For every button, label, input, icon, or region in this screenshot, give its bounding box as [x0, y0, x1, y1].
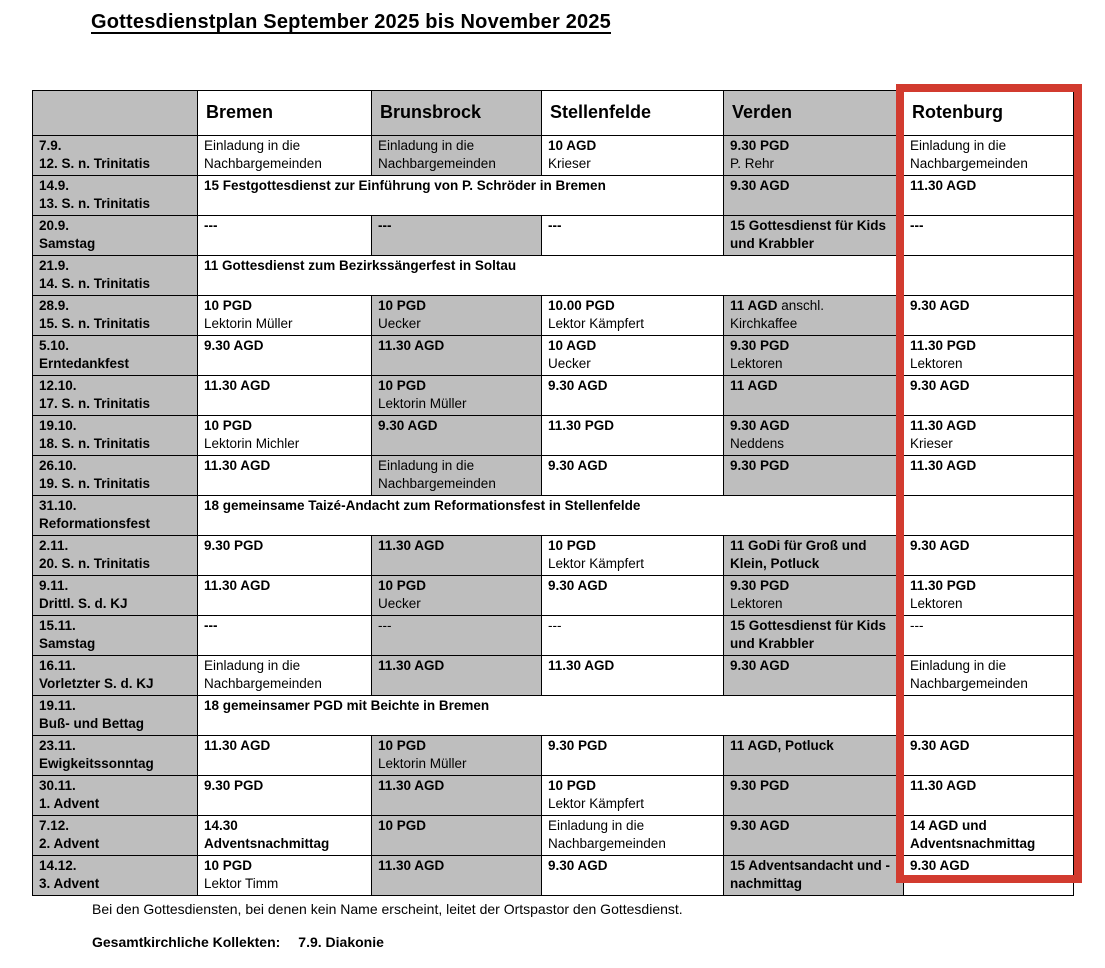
- date-cell: 19.10. 18. S. n. Trinitatis: [33, 416, 198, 456]
- cell-text: 9.30 AGD: [548, 578, 608, 593]
- schedule-cell-bremen: [198, 136, 372, 176]
- cell-text: ---: [204, 218, 218, 233]
- date-cell: 14.12. 3. Advent: [33, 856, 198, 896]
- table-row: [33, 416, 1074, 456]
- schedule-cell-rotenburg: [904, 136, 1074, 176]
- table-row: [33, 176, 1074, 216]
- schedule-cell-stellenfelde: [542, 776, 724, 816]
- schedule-cell-rotenburg: [904, 496, 1074, 536]
- schedule-cell-verden: [724, 736, 904, 776]
- schedule-cell-rotenburg: [904, 696, 1074, 736]
- cell-text: 9.30 AGD: [730, 818, 790, 833]
- schedule-cell-brunsbrock: [372, 616, 542, 656]
- column-header-verden: Verden: [724, 91, 904, 136]
- cell-text: Adventsnachmittag: [204, 835, 330, 851]
- date-cell: 19.11. Buß- und Bettag: [33, 696, 198, 736]
- schedule-cell-brunsbrock: [372, 736, 542, 776]
- cell-text: Uecker: [548, 355, 591, 371]
- schedule-cell-brunsbrock: [372, 536, 542, 576]
- date-cell: 21.9. 14. S. n. Trinitatis: [33, 256, 198, 296]
- cell-text: 11.30 AGD: [204, 738, 271, 753]
- cell-text: 10 PGD: [204, 298, 253, 313]
- schedule-cell-bremen: [198, 376, 372, 416]
- cell-text: Einladung in die Nachbargemeinden: [378, 138, 496, 171]
- cell-text: anschl.: [777, 298, 825, 313]
- schedule-cell-brunsbrock: [372, 656, 542, 696]
- schedule-cell-stellenfelde: [542, 136, 724, 176]
- schedule-cell-bremen: [198, 416, 372, 456]
- schedule-cell-verden: [724, 776, 904, 816]
- cell-text: 14 AGD und Adventsnachmittag: [910, 818, 1036, 851]
- span-cell: [198, 176, 724, 216]
- cell-text: 11.30 AGD: [378, 538, 445, 553]
- cell-text: ---: [378, 218, 392, 233]
- schedule-cell-verden: [724, 856, 904, 896]
- cell-text: 10 PGD: [378, 738, 427, 753]
- cell-text: Lektoren: [730, 595, 783, 611]
- table-row: [33, 816, 1074, 856]
- cell-text: 11 AGD, Potluck: [730, 738, 834, 753]
- cell-text: Lektoren: [730, 355, 783, 371]
- table-row: [33, 736, 1074, 776]
- cell-text: Lektorin Müller: [378, 755, 467, 771]
- footer-note: Bei den Gottesdiensten, bei denen kein Name erscheint, leitet der Ortspastor den Gottesdienst.: [92, 901, 683, 917]
- schedule-cell-rotenburg: [904, 376, 1074, 416]
- schedule-cell-brunsbrock: [372, 416, 542, 456]
- cell-text: 11.30 AGD: [378, 778, 445, 793]
- cell-text: 9.30 PGD: [730, 778, 790, 793]
- cell-text: 11.30 PGD: [910, 338, 977, 353]
- schedule-cell-verden: [724, 136, 904, 176]
- schedule-cell-verden: [724, 616, 904, 656]
- date-cell: 7.12. 2. Advent: [33, 816, 198, 856]
- cell-text: 11.30 AGD: [204, 458, 271, 473]
- cell-text: Krieser: [548, 155, 591, 171]
- cell-text: 9.30 AGD: [730, 658, 790, 673]
- cell-text: P. Rehr: [730, 155, 775, 171]
- schedule-cell-stellenfelde: [542, 296, 724, 336]
- cell-text: 10.00 PGD: [548, 298, 615, 313]
- cell-text: 10 PGD: [378, 378, 427, 393]
- cell-text: Uecker: [378, 595, 421, 611]
- cell-text: 9.30 AGD: [910, 858, 970, 873]
- schedule-cell-brunsbrock: [372, 456, 542, 496]
- table-row: [33, 696, 1074, 736]
- schedule-cell-brunsbrock: [372, 576, 542, 616]
- cell-text: Uecker: [378, 315, 421, 331]
- cell-text: 9.30 PGD: [730, 338, 790, 353]
- date-cell: 9.11. Drittl. S. d. KJ: [33, 576, 198, 616]
- table-row: [33, 616, 1074, 656]
- span-cell: [198, 696, 904, 736]
- schedule-cell-stellenfelde: [542, 576, 724, 616]
- cell-text: 10 PGD: [378, 578, 427, 593]
- schedule-cell-verden: [724, 576, 904, 616]
- schedule-cell-rotenburg: [904, 176, 1074, 216]
- cell-text: Lektor Kämpfert: [548, 555, 645, 571]
- date-cell: 5.10. Erntedankfest: [33, 336, 198, 376]
- schedule-cell-verden: [724, 216, 904, 256]
- cell-text: 11.30 AGD: [910, 778, 977, 793]
- schedule-cell-brunsbrock: [372, 816, 542, 856]
- cell-text: 10 PGD: [548, 778, 597, 793]
- schedule-table-header: [33, 91, 1074, 136]
- cell-text: 9.30 AGD: [548, 858, 608, 873]
- cell-text: Lektorin Müller: [378, 395, 467, 411]
- schedule-cell-stellenfelde: [542, 456, 724, 496]
- schedule-cell-verden: [724, 296, 904, 336]
- cell-text: 10 PGD: [378, 818, 427, 833]
- schedule-cell-rotenburg: [904, 336, 1074, 376]
- table-row: [33, 656, 1074, 696]
- cell-text: Lektoren: [910, 595, 963, 611]
- date-cell: 28.9. 15. S. n. Trinitatis: [33, 296, 198, 336]
- cell-text: ---: [910, 218, 924, 233]
- cell-text: 9.30 AGD: [730, 418, 790, 433]
- cell-text: 10 AGD: [548, 338, 597, 353]
- cell-text: 15 Gottesdienst für Kids und Krabbler: [730, 618, 887, 651]
- schedule-cell-bremen: [198, 576, 372, 616]
- cell-text: 9.30 PGD: [548, 738, 608, 753]
- collections-value: 7.9. Diakonie: [298, 934, 384, 950]
- cell-text: 15 Adventsandacht und -nachmittag: [730, 858, 891, 891]
- schedule-cell-bremen: [198, 616, 372, 656]
- cell-text: Lektor Kämpfert: [548, 795, 645, 811]
- schedule-cell-stellenfelde: [542, 216, 724, 256]
- cell-text: 11.30 PGD: [548, 418, 615, 433]
- schedule-cell-verden: [724, 656, 904, 696]
- column-header-rotenburg: Rotenburg: [904, 91, 1074, 136]
- cell-text: Kirchkaffee: [730, 315, 798, 331]
- schedule-cell-rotenburg: [904, 536, 1074, 576]
- schedule-table: [32, 90, 1074, 896]
- schedule-cell-stellenfelde: [542, 736, 724, 776]
- schedule-cell-brunsbrock: [372, 296, 542, 336]
- cell-text: 10 PGD: [548, 538, 597, 553]
- date-cell: 2.11. 20. S. n. Trinitatis: [33, 536, 198, 576]
- schedule-table-body: [33, 136, 1074, 896]
- cell-text: Einladung in die Nachbargemeinden: [204, 138, 322, 171]
- table-row: [33, 376, 1074, 416]
- schedule-cell-bremen: [198, 736, 372, 776]
- cell-text: Lektoren: [910, 355, 963, 371]
- schedule-cell-verden: [724, 536, 904, 576]
- cell-text: ---: [378, 618, 392, 633]
- schedule-cell-stellenfelde: [542, 336, 724, 376]
- table-row: [33, 456, 1074, 496]
- date-cell: 30.11. 1. Advent: [33, 776, 198, 816]
- schedule-cell-rotenburg: [904, 816, 1074, 856]
- cell-text: 11.30 AGD: [204, 378, 271, 393]
- schedule-cell-stellenfelde: [542, 416, 724, 456]
- schedule-cell-stellenfelde: [542, 856, 724, 896]
- schedule-cell-rotenburg: [904, 616, 1074, 656]
- date-column-header: [33, 91, 198, 136]
- schedule-cell-bremen: [198, 336, 372, 376]
- cell-text: Lektorin Michler: [204, 435, 300, 451]
- schedule-cell-rotenburg: [904, 256, 1074, 296]
- date-cell: 26.10. 19. S. n. Trinitatis: [33, 456, 198, 496]
- cell-text: 10 PGD: [204, 858, 253, 873]
- cell-text: 15 Gottesdienst für Kids und Krabbler: [730, 218, 887, 251]
- cell-text: 11.30 AGD: [378, 858, 445, 873]
- table-row: [33, 776, 1074, 816]
- cell-text: Einladung in die Nachbargemeinden: [378, 458, 496, 491]
- cell-text: Lektor Kämpfert: [548, 315, 645, 331]
- schedule-cell-rotenburg: [904, 296, 1074, 336]
- table-row: [33, 576, 1074, 616]
- schedule-cell-verden: [724, 336, 904, 376]
- cell-text: 15 Festgottesdienst zur Einführung von P. Schröder in Bremen: [204, 178, 606, 193]
- schedule-cell-rotenburg: [904, 416, 1074, 456]
- schedule-cell-rotenburg: [904, 856, 1074, 896]
- table-row: [33, 256, 1074, 296]
- column-header-bremen: Bremen: [198, 91, 372, 136]
- cell-text: ---: [204, 618, 218, 633]
- schedule-cell-rotenburg: [904, 656, 1074, 696]
- cell-text: 11.30 AGD: [378, 658, 445, 673]
- cell-text: 9.30 AGD: [910, 378, 970, 393]
- cell-text: 11 AGD: [730, 378, 778, 393]
- cell-text: Krieser: [910, 435, 953, 451]
- schedule-cell-bremen: [198, 536, 372, 576]
- cell-text: 18 gemeinsamer PGD mit Beichte in Bremen: [204, 698, 490, 713]
- schedule-cell-stellenfelde: [542, 376, 724, 416]
- schedule-cell-bremen: [198, 216, 372, 256]
- cell-text: 11.30 AGD: [910, 458, 977, 473]
- schedule-cell-bremen: [198, 816, 372, 856]
- schedule-cell-rotenburg: [904, 216, 1074, 256]
- schedule-cell-brunsbrock: [372, 216, 542, 256]
- span-cell: [198, 256, 904, 296]
- schedule-cell-brunsbrock: [372, 856, 542, 896]
- cell-text: 9.30 PGD: [204, 778, 264, 793]
- cell-text: 11.30 AGD: [378, 338, 445, 353]
- date-cell: 31.10. Reformationsfest: [33, 496, 198, 536]
- date-cell: 14.9. 13. S. n. Trinitatis: [33, 176, 198, 216]
- schedule-cell-brunsbrock: [372, 376, 542, 416]
- date-cell: 15.11. Samstag: [33, 616, 198, 656]
- cell-text: 11.30 AGD: [548, 658, 615, 673]
- cell-text: 9.30 PGD: [730, 138, 790, 153]
- collections-label: Gesamtkirchliche Kollekten:: [92, 934, 281, 950]
- cell-text: 9.30 AGD: [204, 338, 264, 353]
- schedule-cell-brunsbrock: [372, 776, 542, 816]
- schedule-cell-brunsbrock: [372, 336, 542, 376]
- table-row: [33, 216, 1074, 256]
- column-header-stellenfelde: Stellenfelde: [542, 91, 724, 136]
- table-row: [33, 536, 1074, 576]
- cell-text: 9.30 AGD: [910, 738, 970, 753]
- schedule-cell-rotenburg: [904, 456, 1074, 496]
- cell-text: 11.30 AGD: [910, 418, 977, 433]
- schedule-cell-bremen: [198, 296, 372, 336]
- table-row: [33, 856, 1074, 896]
- header-row: [33, 91, 1074, 136]
- cell-text: 18 gemeinsame Taizé-Andacht zum Reformationsfest in Stellenfelde: [204, 498, 641, 513]
- footer-collections: [92, 934, 384, 950]
- cell-text: Neddens: [730, 435, 785, 451]
- schedule-cell-verden: [724, 376, 904, 416]
- cell-text: 9.30 AGD: [548, 458, 608, 473]
- cell-text: 11 AGD: [730, 298, 778, 313]
- date-cell: 16.11. Vorletzter S. d. KJ: [33, 656, 198, 696]
- cell-text: 10 PGD: [378, 298, 427, 313]
- cell-text: ---: [910, 618, 924, 633]
- date-cell: 20.9. Samstag: [33, 216, 198, 256]
- schedule-cell-bremen: [198, 856, 372, 896]
- cell-text: Einladung in die Nachbargemeinden: [204, 658, 322, 691]
- cell-text: 14.30: [204, 818, 238, 833]
- schedule-cell-rotenburg: [904, 576, 1074, 616]
- cell-text: 9.30 AGD: [730, 178, 790, 193]
- table-row: [33, 296, 1074, 336]
- cell-text: 11.30 AGD: [910, 178, 977, 193]
- cell-text: 9.30 AGD: [548, 378, 608, 393]
- cell-text: Einladung in die Nachbargemeinden: [910, 658, 1028, 691]
- cell-text: Lektorin Müller: [204, 315, 293, 331]
- schedule-cell-bremen: [198, 456, 372, 496]
- cell-text: 9.30 AGD: [910, 538, 970, 553]
- cell-text: 10 AGD: [548, 138, 597, 153]
- column-header-brunsbrock: Brunsbrock: [372, 91, 542, 136]
- schedule-cell-rotenburg: [904, 776, 1074, 816]
- cell-text: ---: [548, 618, 562, 633]
- schedule-cell-stellenfelde: [542, 816, 724, 856]
- table-row: [33, 496, 1074, 536]
- schedule-cell-verden: [724, 456, 904, 496]
- table-row: [33, 136, 1074, 176]
- date-cell: 12.10. 17. S. n. Trinitatis: [33, 376, 198, 416]
- schedule-cell-rotenburg: [904, 736, 1074, 776]
- schedule-cell-verden: [724, 416, 904, 456]
- schedule-cell-verden: [724, 176, 904, 216]
- cell-text: 11.30 PGD: [910, 578, 977, 593]
- cell-text: 9.30 AGD: [910, 298, 970, 313]
- schedule-cell-bremen: [198, 656, 372, 696]
- cell-text: 9.30 PGD: [730, 578, 790, 593]
- cell-text: Lektor Timm: [204, 875, 279, 891]
- cell-text: 9.30 PGD: [204, 538, 264, 553]
- schedule-cell-stellenfelde: [542, 656, 724, 696]
- cell-text: 11 GoDi für Groß und Klein, Potluck: [730, 538, 867, 571]
- cell-text: Einladung in die Nachbargemeinden: [548, 818, 666, 851]
- date-cell: 23.11. Ewigkeitssonntag: [33, 736, 198, 776]
- cell-text: 9.30 PGD: [730, 458, 790, 473]
- schedule-cell-stellenfelde: [542, 536, 724, 576]
- page-title: Gottesdienstplan September 2025 bis November 2025: [91, 11, 611, 33]
- cell-text: 11 Gottesdienst zum Bezirkssängerfest in Soltau: [204, 258, 517, 273]
- schedule-cell-bremen: [198, 776, 372, 816]
- schedule-cell-verden: [724, 816, 904, 856]
- table-row: [33, 336, 1074, 376]
- cell-text: 9.30 AGD: [378, 418, 438, 433]
- schedule-cell-stellenfelde: [542, 616, 724, 656]
- schedule-cell-brunsbrock: [372, 136, 542, 176]
- span-cell: [198, 496, 904, 536]
- cell-text: 11.30 AGD: [204, 578, 271, 593]
- cell-text: Einladung in die Nachbargemeinden: [910, 138, 1028, 171]
- date-cell: 7.9. 12. S. n. Trinitatis: [33, 136, 198, 176]
- cell-text: 10 PGD: [204, 418, 253, 433]
- cell-text: ---: [548, 218, 562, 233]
